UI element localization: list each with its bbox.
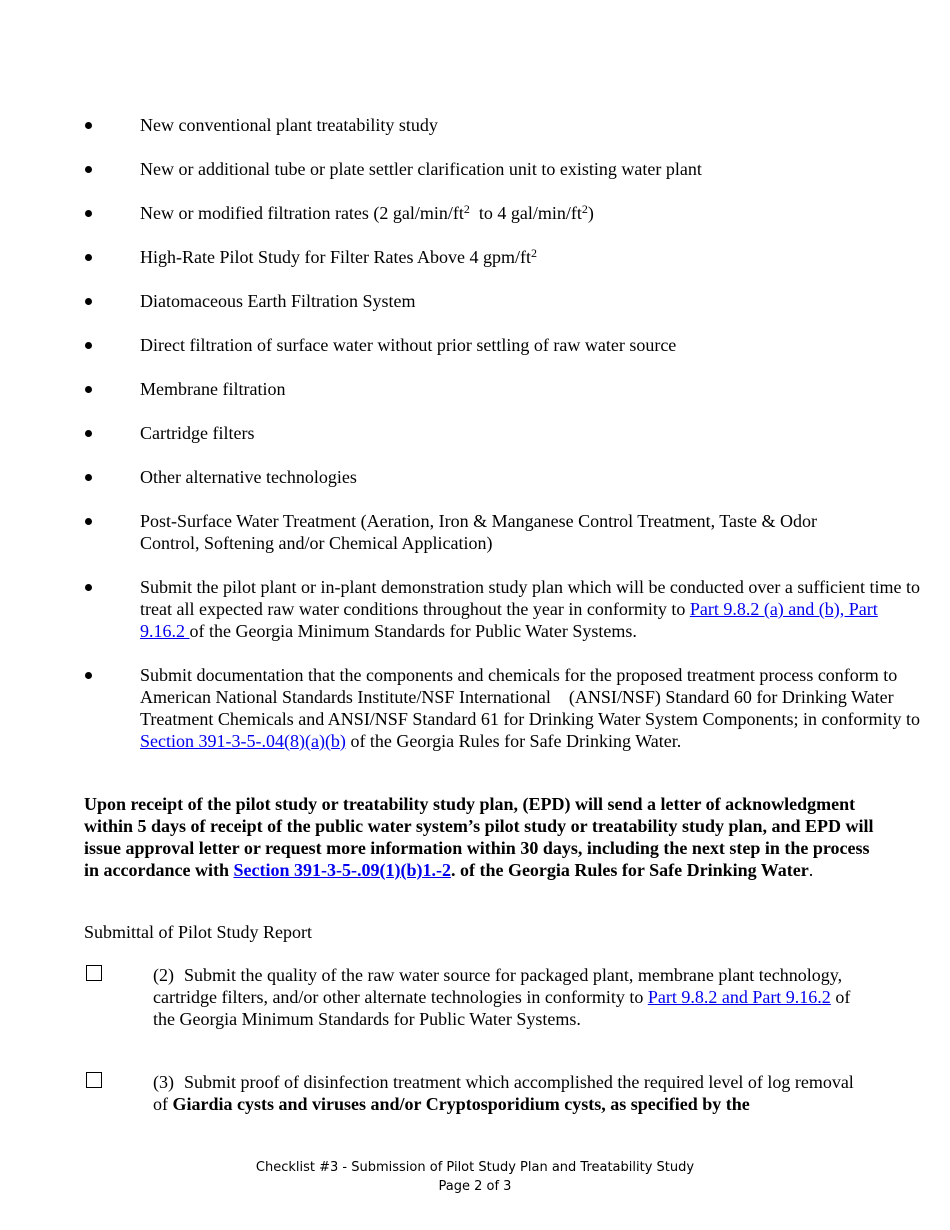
list-item-text: High-Rate Pilot Study for Filter Rates Above 4 gpm/ft xyxy=(140,247,531,267)
notice-text: Upon receipt of the pilot study or treatability study plan, (EPD) will send a letter of acknowledgment within 5 days of receipt of the public water system’s pilot study or treatability study plan, and EPD will issue approval letter or request more information within 30 days, including the next step in the process in accordance with xyxy=(84,794,874,880)
checklist-text: Submit proof of disinfection treatment which accomplished the required level of log removal of xyxy=(153,1072,854,1114)
list-item-text: to 4 gal/min/ft xyxy=(469,203,582,223)
checklist-item-text xyxy=(153,964,873,1030)
bullet-icon xyxy=(85,254,92,261)
superscript: 2 xyxy=(581,202,588,216)
section-heading: Submittal of Pilot Study Report xyxy=(84,922,313,942)
bullet-icon xyxy=(85,672,92,679)
bullet-icon xyxy=(85,210,92,217)
bullet-icon xyxy=(85,474,92,481)
section-391-3-5-04-link[interactable]: Section 391-3-5-.04(8)(a)(b) xyxy=(140,731,346,751)
notice-text: . xyxy=(808,860,814,880)
superscript: 2 xyxy=(463,202,470,216)
list-item-text: Other alternative technologies xyxy=(140,467,357,487)
page-number: Page 2 of 3 xyxy=(438,1179,512,1194)
list-item xyxy=(84,158,884,180)
list-item xyxy=(84,510,820,554)
list-item xyxy=(84,334,884,356)
list-item xyxy=(84,114,884,136)
list-item xyxy=(84,246,884,268)
section-391-3-5-09-link[interactable]: Section 391-3-5-.09(1)(b)1.-2 xyxy=(233,860,451,880)
list-item-text: Post-Surface Water Treatment (Aeration, Iron & Manganese Control Treatment, Taste & Odor Control, Softening and/or Chemical Application) xyxy=(140,511,817,553)
list-item xyxy=(84,422,884,444)
list-item-text: New or modified filtration rates (2 gal/min/ft xyxy=(140,203,464,223)
checklist-text: Submit the quality of the raw water source for packaged plant, membrane plant technology, cartridge filters, and/or other alternate technologies in conformity to xyxy=(153,965,843,1007)
item-number: (2) xyxy=(153,965,174,985)
list-item xyxy=(84,466,884,488)
list-item-text: Membrane filtration xyxy=(140,379,286,399)
part-9-8-2-and-9-16-2-link[interactable]: Part 9.8.2 and Part 9.16.2 xyxy=(647,987,831,1007)
list-item-text: of the Georgia Minimum Standards for Public Water Systems. xyxy=(189,621,637,641)
list-item xyxy=(84,378,884,400)
checklist-bold-text: Giardia cysts and viruses and/or Cryptosporidium cysts, as specified by the xyxy=(172,1094,750,1114)
list-item xyxy=(84,664,925,752)
bullet-icon xyxy=(85,584,92,591)
bullet-icon xyxy=(85,298,92,305)
notice-text: . of the Georgia Rules for Safe Drinking Water xyxy=(450,860,809,880)
list-item xyxy=(84,576,925,642)
checklist-text: of the Georgia Minimum Standards for Public Water Systems. xyxy=(153,987,851,1029)
footer-title: Checklist #3 - Submission of Pilot Study Plan and Treatability Study xyxy=(255,1160,695,1175)
list-item-text: ) xyxy=(587,203,594,223)
list-item-text: Diatomaceous Earth Filtration System xyxy=(140,291,416,311)
checkbox-3[interactable] xyxy=(86,1072,102,1088)
bullet-icon xyxy=(85,342,92,349)
list-item-text: Direct filtration of surface water without prior settling of raw water source xyxy=(140,335,677,355)
item-number: (3) xyxy=(153,1072,174,1092)
checklist-item-text xyxy=(153,1071,873,1115)
list-item-text: New or additional tube or plate settler clarification unit to existing water plant xyxy=(140,159,702,179)
checkbox-2[interactable] xyxy=(86,965,102,981)
list-item-text: New conventional plant treatability study xyxy=(140,115,438,135)
bullet-icon xyxy=(85,518,92,525)
list-item-text: Submit documentation that the components and chemicals for the proposed treatment process conform to American National Standards Institute/NSF International (ANSI/NSF) Standard 60 for Drinking Water Treatment Chemicals and ANSI/NSF Standard 61 for Drinking Water System Components; in conformity to xyxy=(140,665,925,729)
bullet-icon xyxy=(85,386,92,393)
part-9-8-2-link[interactable]: Part 9.8.2 (a) and (b), Part 9.16.2 xyxy=(140,599,878,641)
list-item-text: of the Georgia Rules for Safe Drinking Water. xyxy=(345,731,682,751)
bullet-icon xyxy=(85,122,92,129)
notice-paragraph xyxy=(84,793,874,881)
superscript: 2 xyxy=(530,246,537,260)
list-item xyxy=(84,202,884,224)
bullet-list xyxy=(84,114,925,774)
page-footer xyxy=(0,1158,950,1196)
bullet-icon xyxy=(85,166,92,173)
list-item-text: Cartridge filters xyxy=(140,423,255,443)
list-item xyxy=(84,290,884,312)
list-item-text: Submit the pilot plant or in-plant demonstration study plan which will be conducted over a sufficient time to treat all expected raw water conditions throughout the year in conformity to xyxy=(140,577,921,619)
bullet-icon xyxy=(85,430,92,437)
